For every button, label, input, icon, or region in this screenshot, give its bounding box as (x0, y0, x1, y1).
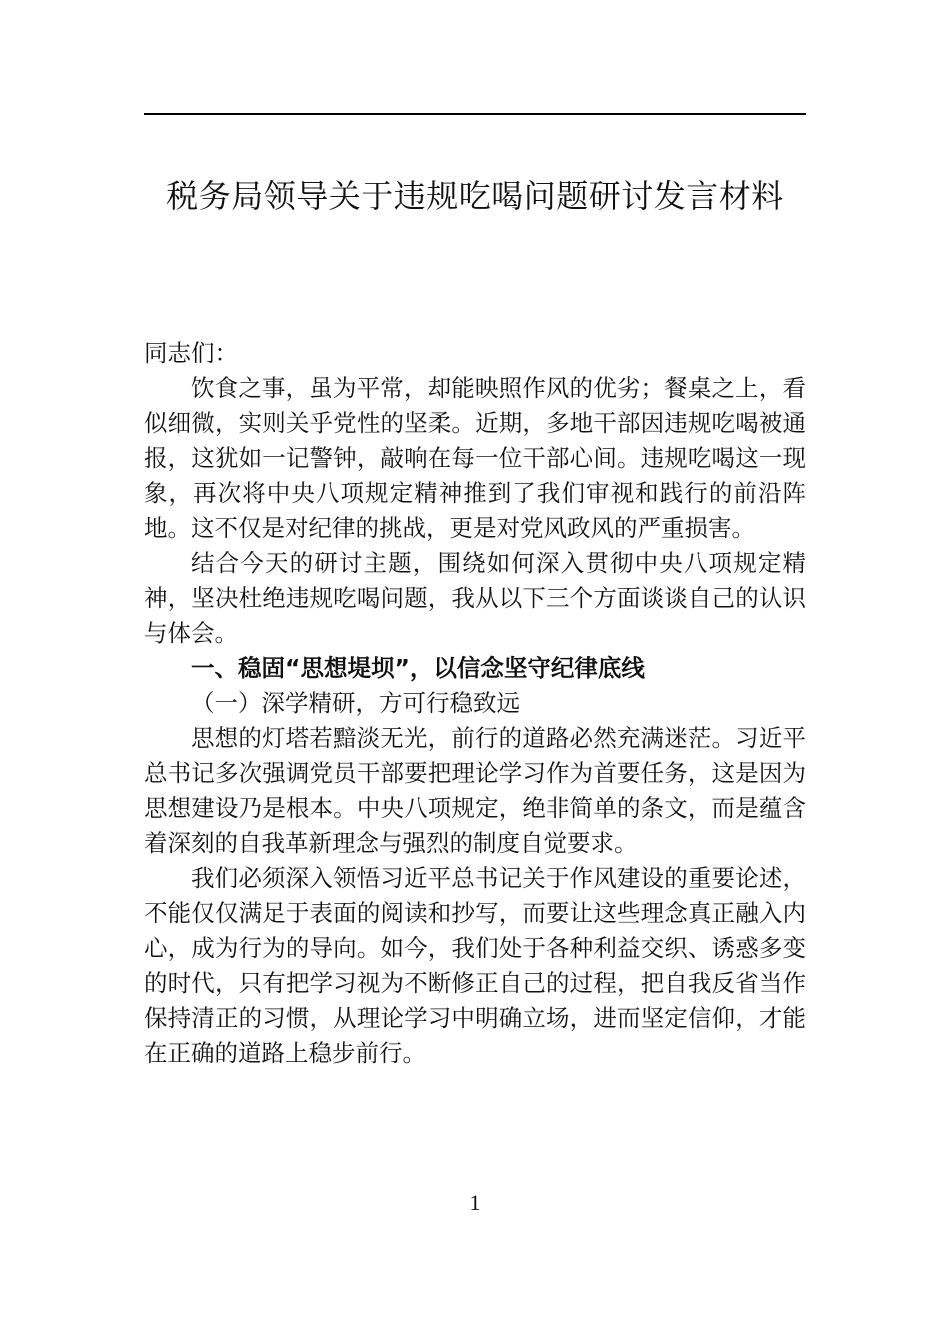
section-heading: 一、稳固“思想堤坝”，以信念坚守纪律底线 (191, 654, 645, 682)
paragraph-topic: 结合今天的研讨主题，围绕如何深入贯彻中央八项规定精神，坚决杜绝违规吃喝问题，我从以下三个方面谈谈自己的认识与体会。 (144, 549, 806, 647)
subsection-heading: （一）深学精研，方可行稳致远 (191, 689, 520, 717)
paragraph-body-2: 我们必须深入领悟习近平总书记关于作风建设的重要论述，不能仅仅满足于表面的阅读和抄写，而要让这些理念真正融入内心，成为行为的导向。如今，我们处于各种利益交织、诱惑多变的时代，只有把学习视为不断修正自己的过程，把自我反省当作保持清正的习惯，从理论学习中明确立场，进而坚定信仰，才能在正确的道路上稳步前行。 (144, 864, 806, 1067)
page-number: 1 (469, 1190, 481, 1215)
paragraph-body-1: 思想的灯塔若黯淡无光，前行的道路必然充满迷茫。习近平总书记多次强调党员干部要把理论学习作为首要任务，这是因为思想建设乃是根本。中央八项规定，绝非简单的条文，而是蕴含着深刻的自我革新理念与强烈的制度自觉要求。 (144, 724, 806, 857)
document-body (144, 336, 806, 1071)
document-title: 税务局领导关于违规吃喝问题研讨发言材料 (166, 177, 784, 215)
paragraph-intro: 饮食之事，虽为平常，却能映照作风的优劣；餐桌之上，看似细微，实则关乎党性的坚柔。近期，多地干部因违规吃喝被通报，这犹如一记警钟，敲响在每一位干部心间。违规吃喝这一现象，再次将中央八项规定精神推到了我们审视和践行的前沿阵地。这不仅是对纪律的挑战，更是对党风政风的严重损害。 (144, 374, 806, 542)
header-rule (144, 113, 806, 115)
salutation: 同志们： (144, 339, 238, 367)
